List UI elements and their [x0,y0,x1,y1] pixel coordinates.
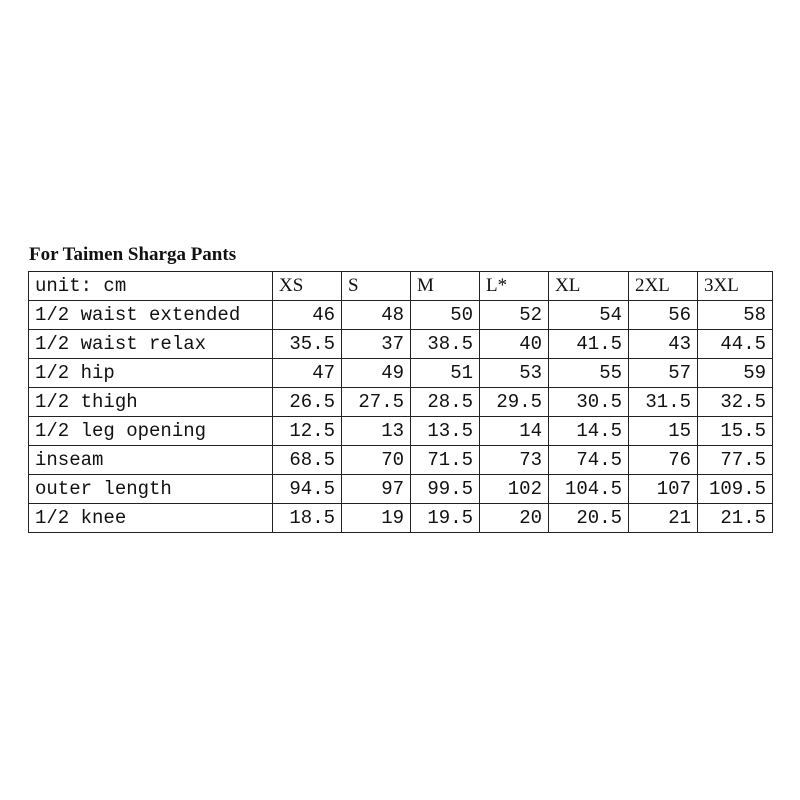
measurement-cell: 26.5 [273,388,342,417]
measurement-cell: 13 [342,417,411,446]
header-cell-size: XL [549,272,629,301]
row-label: 1/2 thigh [29,388,273,417]
measurement-cell: 47 [273,359,342,388]
header-cell-size: M [411,272,480,301]
measurement-cell: 13.5 [411,417,480,446]
measurement-cell: 57 [629,359,698,388]
measurement-cell: 97 [342,475,411,504]
measurement-cell: 38.5 [411,330,480,359]
measurement-cell: 31.5 [629,388,698,417]
measurement-cell: 109.5 [698,475,773,504]
measurement-cell: 14.5 [549,417,629,446]
measurement-cell: 41.5 [549,330,629,359]
measurement-cell: 43 [629,330,698,359]
measurement-cell: 19.5 [411,504,480,533]
header-cell-size: S [342,272,411,301]
measurement-cell: 14 [480,417,549,446]
header-cell-size: L* [480,272,549,301]
header-cell-unit: unit: cm [29,272,273,301]
measurement-cell: 15.5 [698,417,773,446]
measurement-cell: 76 [629,446,698,475]
size-chart-body [29,272,773,533]
row-label: 1/2 waist extended [29,301,273,330]
measurement-cell: 28.5 [411,388,480,417]
measurement-cell: 70 [342,446,411,475]
measurement-cell: 99.5 [411,475,480,504]
measurement-cell: 52 [480,301,549,330]
table-row [29,475,773,504]
measurement-cell: 71.5 [411,446,480,475]
measurement-cell: 40 [480,330,549,359]
measurement-cell: 49 [342,359,411,388]
measurement-cell: 94.5 [273,475,342,504]
measurement-cell: 20.5 [549,504,629,533]
measurement-cell: 107 [629,475,698,504]
measurement-cell: 20 [480,504,549,533]
measurement-cell: 68.5 [273,446,342,475]
table-row [29,417,773,446]
measurement-cell: 74.5 [549,446,629,475]
measurement-cell: 19 [342,504,411,533]
measurement-cell: 44.5 [698,330,773,359]
measurement-cell: 102 [480,475,549,504]
measurement-cell: 56 [629,301,698,330]
measurement-cell: 35.5 [273,330,342,359]
row-label: outer length [29,475,273,504]
table-header-row [29,272,773,301]
measurement-cell: 29.5 [480,388,549,417]
row-label: 1/2 hip [29,359,273,388]
measurement-cell: 30.5 [549,388,629,417]
row-label: 1/2 waist relax [29,330,273,359]
measurement-cell: 59 [698,359,773,388]
measurement-cell: 50 [411,301,480,330]
measurement-cell: 58 [698,301,773,330]
measurement-cell: 15 [629,417,698,446]
measurement-cell: 48 [342,301,411,330]
table-row [29,388,773,417]
row-label: 1/2 knee [29,504,273,533]
table-row [29,504,773,533]
table-row [29,359,773,388]
measurement-cell: 21.5 [698,504,773,533]
measurement-cell: 55 [549,359,629,388]
measurement-cell: 27.5 [342,388,411,417]
measurement-cell: 53 [480,359,549,388]
measurement-cell: 32.5 [698,388,773,417]
table-row [29,446,773,475]
measurement-cell: 37 [342,330,411,359]
measurement-cell: 104.5 [549,475,629,504]
row-label: inseam [29,446,273,475]
measurement-cell: 21 [629,504,698,533]
measurement-cell: 73 [480,446,549,475]
measurement-cell: 46 [273,301,342,330]
measurement-cell: 54 [549,301,629,330]
header-cell-size: 2XL [629,272,698,301]
table-title: For Taimen Sharga Pants [29,244,237,265]
table-row [29,330,773,359]
header-cell-size: XS [273,272,342,301]
measurement-cell: 12.5 [273,417,342,446]
table-row [29,301,773,330]
row-label: 1/2 leg opening [29,417,273,446]
size-chart-table [28,271,773,533]
measurement-cell: 18.5 [273,504,342,533]
measurement-cell: 77.5 [698,446,773,475]
header-cell-size: 3XL [698,272,773,301]
measurement-cell: 51 [411,359,480,388]
